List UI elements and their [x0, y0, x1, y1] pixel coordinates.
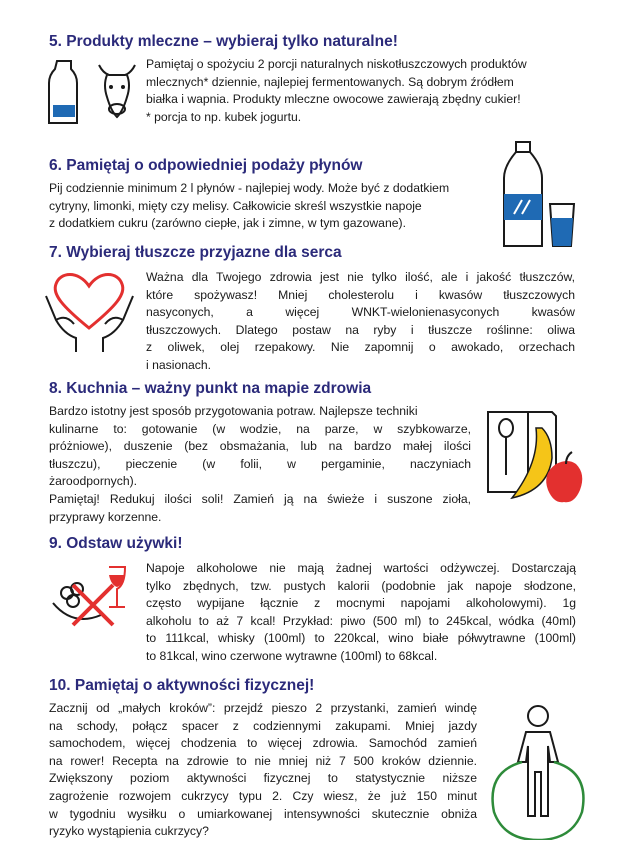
no-alcohol-icon — [47, 563, 142, 633]
text-line: i nasionach. — [146, 357, 212, 372]
section-10-text — [49, 700, 477, 841]
text-line: na schody, połącz spacer z codziennymi zakupami. Mniej jazdy — [49, 718, 477, 733]
text-line: które spożywasz! Mniej cholesterolu i kwasów tłuszczowych — [146, 287, 575, 302]
section-6-text — [49, 180, 489, 233]
text-line: Pij codziennie minimum 2 l płynów - najlepiej wody. Może być z dodatkiem — [49, 181, 450, 195]
section-9-text — [146, 560, 576, 666]
text-line: zagrożenie rozwojem cukrzycy typu 2. Czy wiesz, że już 150 minut — [49, 788, 477, 803]
text-line: kulinarne to: gotowanie (w wodzie, na parze, w szybkowarze, — [49, 421, 471, 436]
text-line: Pamiętaj! Redukuj ilości soli! Zamień ją na świeże i suszone zioła, — [49, 491, 471, 506]
text-line: próżniowe), duszenie (bez obsmażania, lub na bardzo małej ilości — [49, 439, 471, 454]
text-line: tłuszczu), pieczenie (w folii, w pergaminie, naczyniach — [49, 456, 471, 471]
text-line: to 81kcal, wino czerwone wytrawne (100ml) to 68kcal. — [146, 648, 438, 663]
text-line: tłuszczowych. Dlatego postaw na ryby i tłuszcze roślinne: oliwa — [146, 322, 575, 337]
text-line: cytryny, limonki, mięty czy melisy. Całkowicie skreśl wszystkie napoje — [49, 198, 422, 213]
text-line: z oliwek, olej rzepakowy. Nie zapomnij o awokado, orzechach — [146, 340, 575, 355]
heart-hands-icon — [42, 266, 137, 356]
text-line: z dodatkiem cukru (zarówno ciepłe, jak i zimne, w tym gazowane). — [49, 216, 406, 231]
text-line: alkoholu to aż 7 kcal! Przykład: piwo (500 ml) to 245kcal, wódka (40ml) — [146, 613, 576, 628]
text-line: Napoje alkoholowe nie mają żadnej wartości odżywczej. Dostarczają — [146, 561, 576, 575]
text-line: tylko zbędnych, tzw. pustych kalorii (podobnie jak napoje słodzone, — [146, 578, 576, 593]
text-line: nasyconych, a więcej WNKT-wielonienasyconych kwasów — [146, 305, 575, 320]
section-8-title: 8. Kuchnia – ważny punkt na mapie zdrowia — [49, 380, 372, 397]
jump-rope-icon — [488, 700, 588, 840]
text-line: Zacznij od „małych kroków”: przejdź pieszo 2 przystanki, zamień windę — [49, 701, 477, 715]
section-5-text — [146, 56, 586, 126]
text-line: często wypijane łącznie z mocnymi napojami alkoholowymi). 1g — [146, 596, 576, 611]
section-7-title: 7. Wybieraj tłuszcze przyjazne dla serca — [49, 244, 342, 261]
text-line: Zwiększony poziom aktywności fizycznej to statystycznie niższe — [49, 771, 477, 786]
text-line: Pamiętaj o spożyciu 2 porcji naturalnych niskotłuszczowych produktów — [146, 57, 527, 71]
text-line: w tygodniu wysiłku o umiarkowanej intensywności skutecznie obniża — [49, 806, 477, 821]
text-line: ryzyko wystąpienia cukrzycy? — [49, 824, 209, 839]
bottle-glass-icon — [500, 138, 582, 253]
section-10-title: 10. Pamiętaj o aktywności fizycznej! — [49, 677, 315, 694]
kitchen-fruit-icon — [482, 408, 592, 508]
section-5-title: 5. Produkty mleczne – wybieraj tylko naturalne! — [49, 33, 398, 50]
text-line: to 111kcal, whisky (100ml) to 220kcal, wino białe półwytrawne (100ml) — [146, 631, 576, 646]
text-line: * porcja to np. kubek jogurtu. — [146, 109, 302, 124]
text-line: przyprawy korzenne. — [49, 509, 162, 524]
section-7-text — [146, 269, 575, 375]
text-line: Bardzo istotny jest sposób przygotowania potraw. Najlepsze techniki — [49, 404, 418, 418]
text-line: białka i wapnia. Produkty mleczne owocowe zawierają zbędny cukier! — [146, 92, 521, 107]
section-9-title: 9. Odstaw używki! — [49, 535, 183, 552]
text-line: samochodem, więcej chodzenia to więcej zdrowia. Samochód zamień — [49, 736, 477, 751]
milk-bottle-cow-icon — [47, 57, 142, 127]
section-6-title: 6. Pamiętaj o odpowiedniej podaży płynów — [49, 157, 363, 174]
text-line: mlecznych* dziennie, najlepiej fermentowanych. Są dobrym źródłem — [146, 74, 514, 89]
section-8-text — [49, 403, 471, 526]
text-line: żaroodpornych). — [49, 474, 138, 489]
text-line: na rower! Recepta na zdrowie to nie mniej niż 7 500 kroków dziennie. — [49, 753, 477, 768]
text-line: Ważna dla Twojego zdrowia jest nie tylko ilość, ale i jakość tłuszczów, — [146, 270, 575, 284]
